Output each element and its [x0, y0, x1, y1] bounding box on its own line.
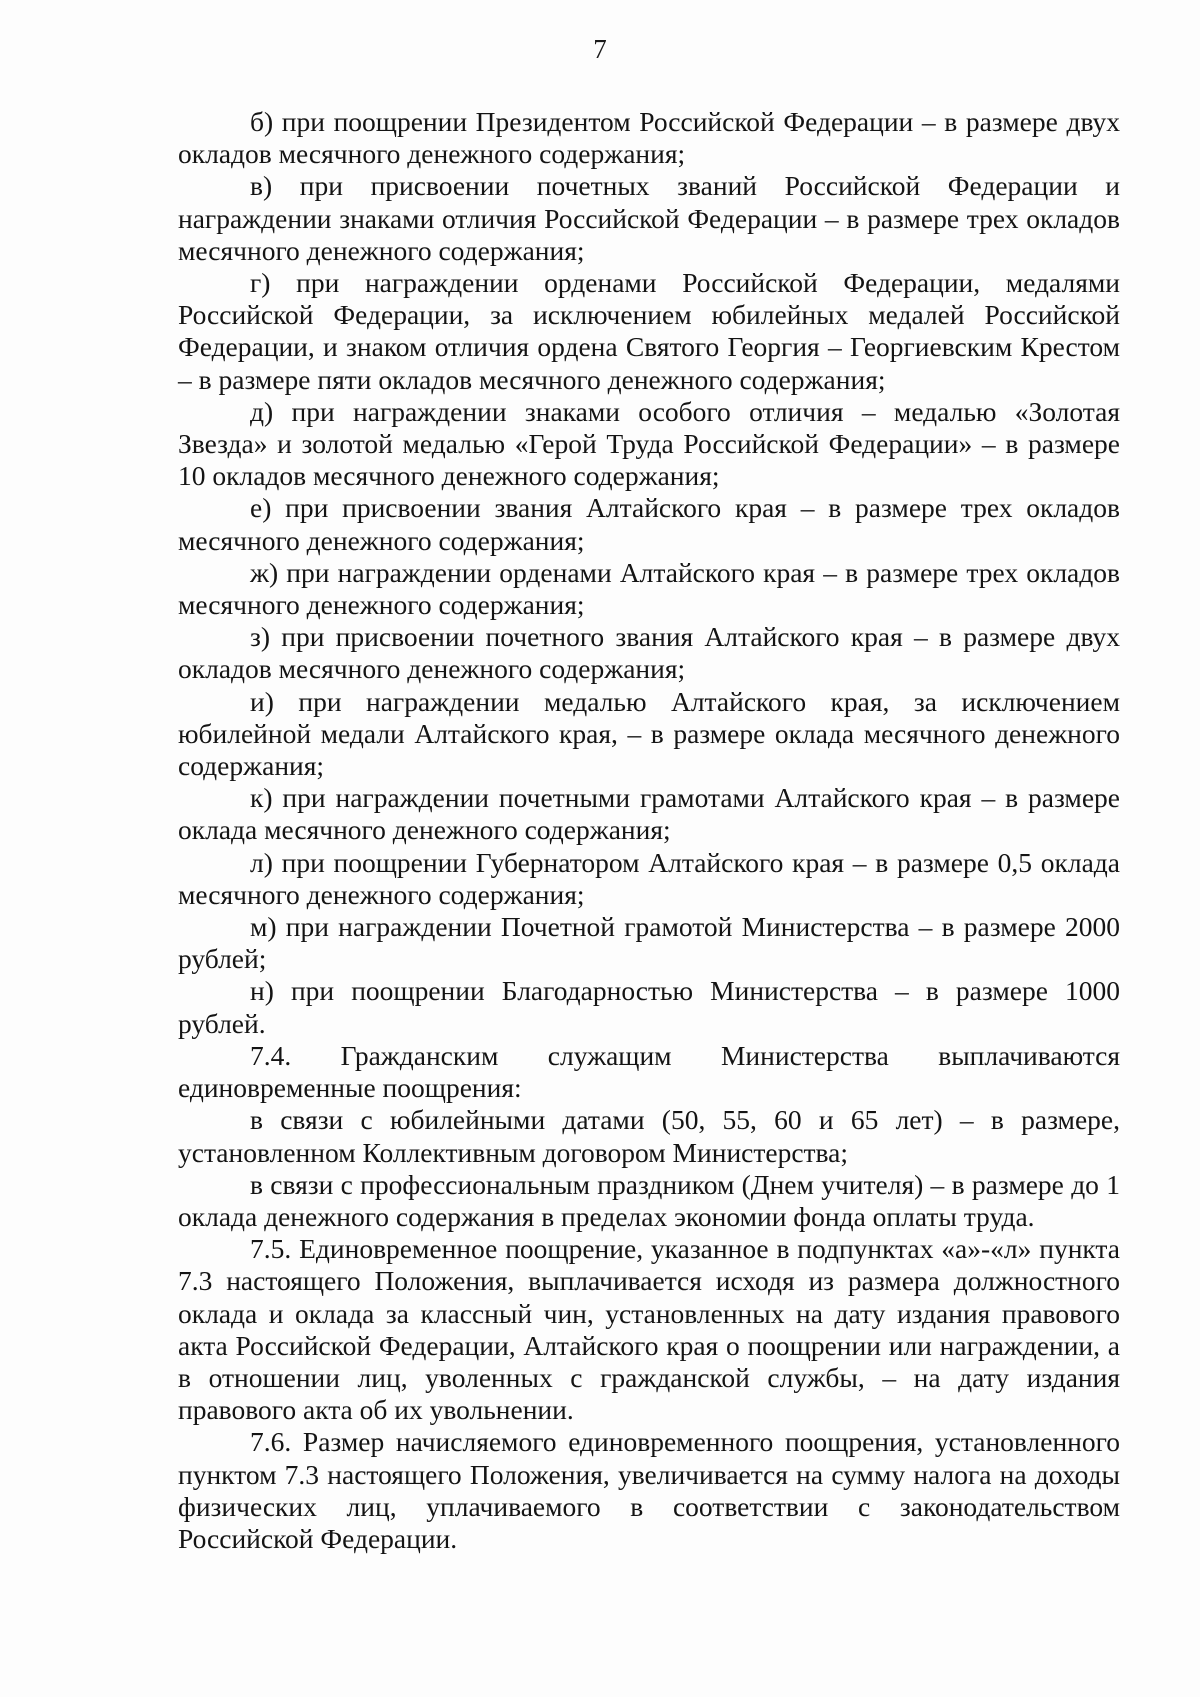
paragraph-zh: ж) при награждении орденами Алтайского края – в размере трех окладов месячного денежного содержания;: [178, 556, 1120, 621]
paragraph-z: з) при присвоении почетного звания Алтайского края – в размере двух окладов месячного денежного содержания;: [178, 621, 1120, 685]
page-number: 7: [593, 34, 607, 64]
paragraph-v: в) при присвоении почетных званий Российской Федерации и награждении знаками отличия Российской Федерации – в размере трех окладов месячного денежного содержания;: [178, 170, 1120, 266]
paragraph-e: е) при присвоении звания Алтайского края – в размере трех окладов месячного денежного содержания;: [178, 492, 1120, 556]
paragraph-d: д) при награждении знаками особого отличия – медалью «Золотая Звезда» и золотой медалью «Герой Труда Российской Федерации» – в размере 10 окладов месячного денежного содержания;: [178, 395, 1120, 492]
paragraph-n: н) при поощрении Благодарностью Министерства – в размере 1000 рублей.: [178, 975, 1120, 1039]
paragraph-b: б) при поощрении Президентом Российской Федерации – в размере двух окладов месячного денежного содержания;: [178, 106, 1120, 170]
paragraph-7-4: 7.4. Гражданским служащим Министерства выплачиваются единовременные поощрения:: [178, 1039, 1120, 1104]
paragraph-7-4-holiday: в связи с профессиональным праздником (Днем учителя) – в размере до 1 оклада денежного содержания в пределах экономии фонда оплаты труда.: [178, 1168, 1120, 1232]
paragraph-7-4-jubilee: в связи с юбилейными датами (50, 55, 60 и 65 лет) – в размере, установленном Коллективным договором Министерства;: [178, 1104, 1120, 1168]
paragraph-7-5: 7.5. Единовременное поощрение, указанное в подпунктах «а»-«л» пункта 7.3 настоящего Положения, выплачивается исходя из размера должностного оклада и оклада за классный чин, установленных на дату издания правового акта Российской Федерации, Алтайского края о поощрении или награждении, а в отношении лиц, уволенных с гражданской службы, – на дату издания правового акта об их увольнении.: [178, 1233, 1120, 1426]
paragraph-k: к) при награждении почетными грамотами Алтайского края – в размере оклада месячного денежного содержания;: [178, 782, 1120, 846]
document-body: [178, 106, 1120, 1555]
paragraph-m: м) при награждении Почетной грамотой Министерства – в размере 2000 рублей;: [178, 911, 1120, 975]
paragraph-g: г) при награждении орденами Российской Федерации, медалями Российской Федерации, за исключением юбилейных медалей Российской Федерации, и знаком отличия ордена Святого Георгия – Георгиевским Крестом – в размере пяти окладов месячного денежного содержания;: [178, 267, 1120, 395]
paragraph-i: и) при награждении медалью Алтайского края, за исключением юбилейной медали Алтайского края, – в размере оклада месячного денежного содержания;: [178, 685, 1120, 782]
paragraph-l: л) при поощрении Губернатором Алтайского края – в размере 0,5 оклада месячного денежного содержания;: [178, 846, 1120, 910]
paragraph-7-6: 7.6. Размер начисляемого единовременного поощрения, установленного пунктом 7.3 настоящего Положения, увеличивается на сумму налога на доходы физических лиц, уплачиваемого в соответствии с законодательством Российской Федерации.: [178, 1426, 1120, 1554]
